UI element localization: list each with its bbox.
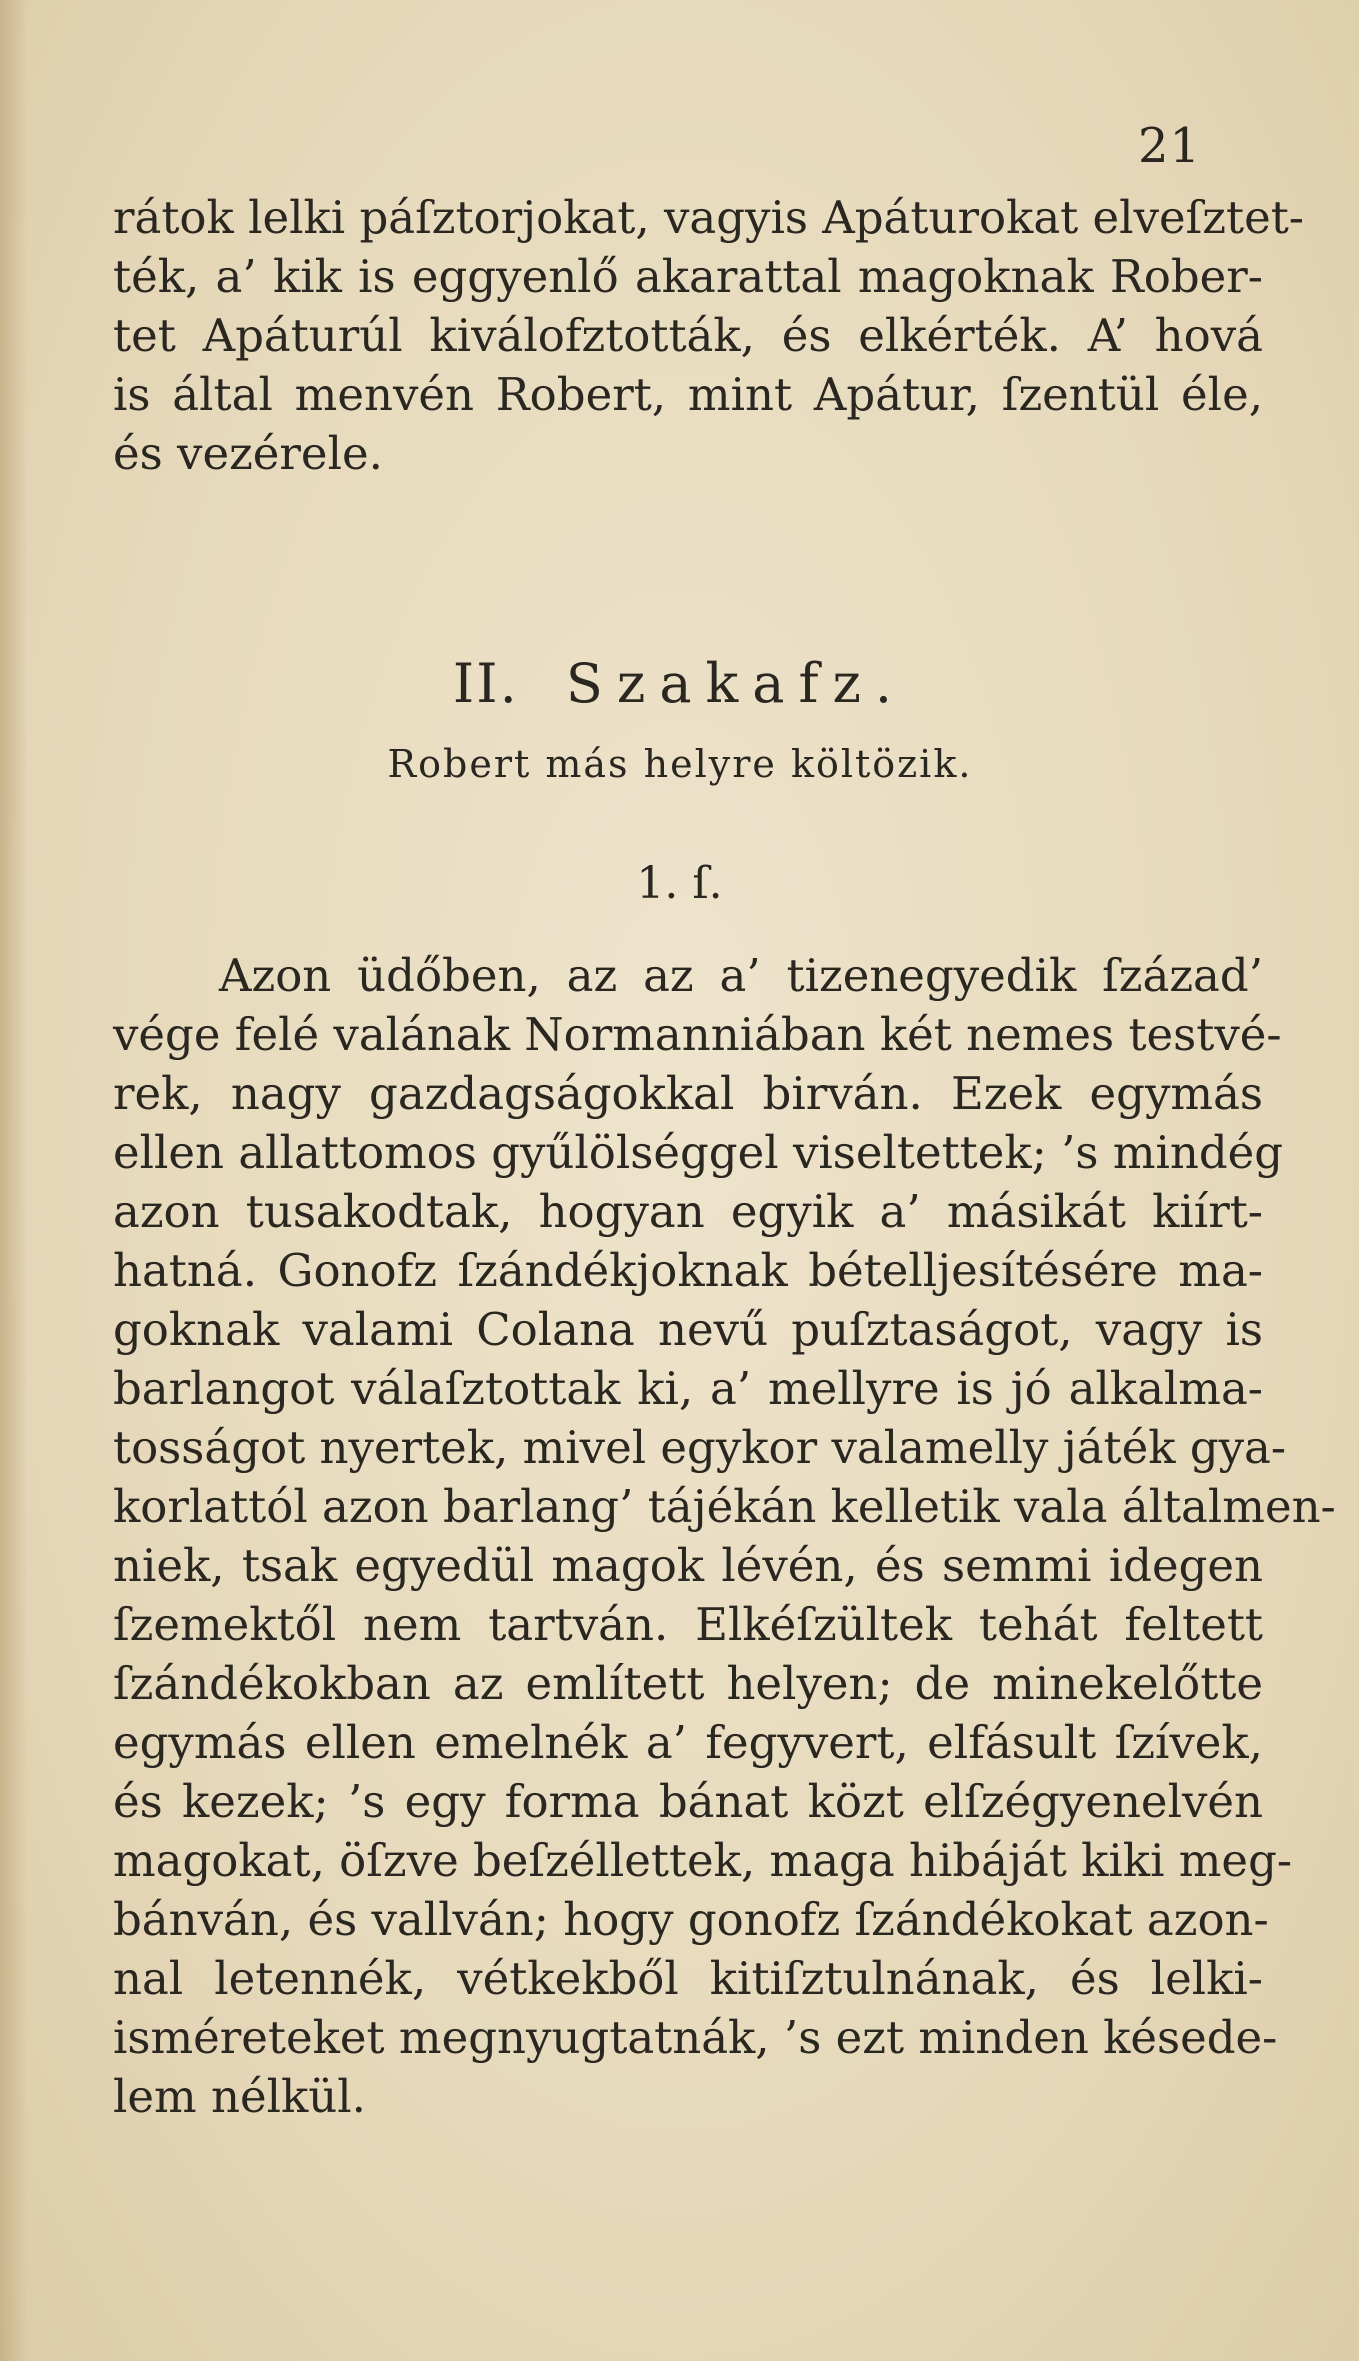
text-line: isméreteket megnyugtatnák, ’s ezt minden késede- <box>113 2011 1278 2064</box>
text-line: tosságot nyertek, mivel egykor valamelly játék gya- <box>113 1421 1287 1474</box>
main-paragraph <box>113 946 1336 2126</box>
text-line: barlangot válaſztottak ki, a’ mellyre is jó alkalma- <box>113 1362 1263 1415</box>
text-line: és vezérele. <box>113 427 383 480</box>
page-edge-shadow <box>0 0 28 2361</box>
text-line: magokat, öſzve beſzéllettek, maga hibáját kiki meg- <box>113 1834 1293 1887</box>
section-title: Szakafz. <box>565 652 907 715</box>
section-numeral: II. <box>452 652 519 715</box>
text-line: Azon üdőben, az az a’ tizenegyedik ſzázad’ <box>219 949 1263 1002</box>
text-line: korlattól azon barlang’ tájékán kelletik vala általmen- <box>113 1480 1336 1533</box>
text-line: is által menvén Robert, mint Apátur, ſzentül éle, <box>113 368 1263 421</box>
section-heading <box>0 652 1359 715</box>
paragraph-mark: 1. ſ. <box>636 858 723 909</box>
text-line: hatná. Gonofz ſzándékjoknak bételljesítésére ma- <box>113 1244 1263 1297</box>
text-line: ték, a’ kik is eggyenlő akarattal magoknak Rober- <box>113 250 1263 303</box>
text-line: vége felé valának Normanniában két nemes testvé- <box>113 1008 1282 1061</box>
text-line: rátok lelki páſztorjokat, vagyis Apáturokat elveſztet- <box>113 191 1304 244</box>
text-line: nal letennék, vétkekből kitiſztulnának, és lelki- <box>113 1952 1263 2005</box>
text-line: bánván, és vallván; hogy gonofz ſzándékokat azon- <box>113 1893 1269 1946</box>
text-line: niek, tsak egyedül magok lévén, és semmi idegen <box>113 1539 1263 1592</box>
text-line: azon tusakodtak, hogyan egyik a’ másikát kiírt- <box>113 1185 1263 1238</box>
text-line: ellen allattomos gyűlölséggel viseltettek; ’s mindég <box>113 1126 1284 1179</box>
text-line: és kezek; ’s egy forma bánat közt elſzégyenelvén <box>113 1775 1263 1828</box>
text-line: ſzemektől nem tartván. Elkéſzültek tehát feltett <box>113 1598 1263 1651</box>
text-line: ſzándékokban az említett helyen; de minekelőtte <box>113 1657 1263 1710</box>
text-line: egymás ellen emelnék a’ fegyvert, elfásult ſzívek, <box>113 1716 1263 1769</box>
text-line: lem nélkül. <box>113 2070 366 2123</box>
text-line: tet Apáturúl kiválofztották, és elkérték. A’ hová <box>113 309 1263 362</box>
text-line: goknak valami Colana nevű puſztaságot, vagy is <box>113 1303 1263 1356</box>
section-subtitle: Robert más helyre költözik. <box>387 742 973 786</box>
page-number: 21 <box>1138 118 1202 174</box>
top-paragraph <box>113 188 1304 483</box>
text-line: rek, nagy gazdagságokkal birván. Ezek egymás <box>113 1067 1263 1120</box>
